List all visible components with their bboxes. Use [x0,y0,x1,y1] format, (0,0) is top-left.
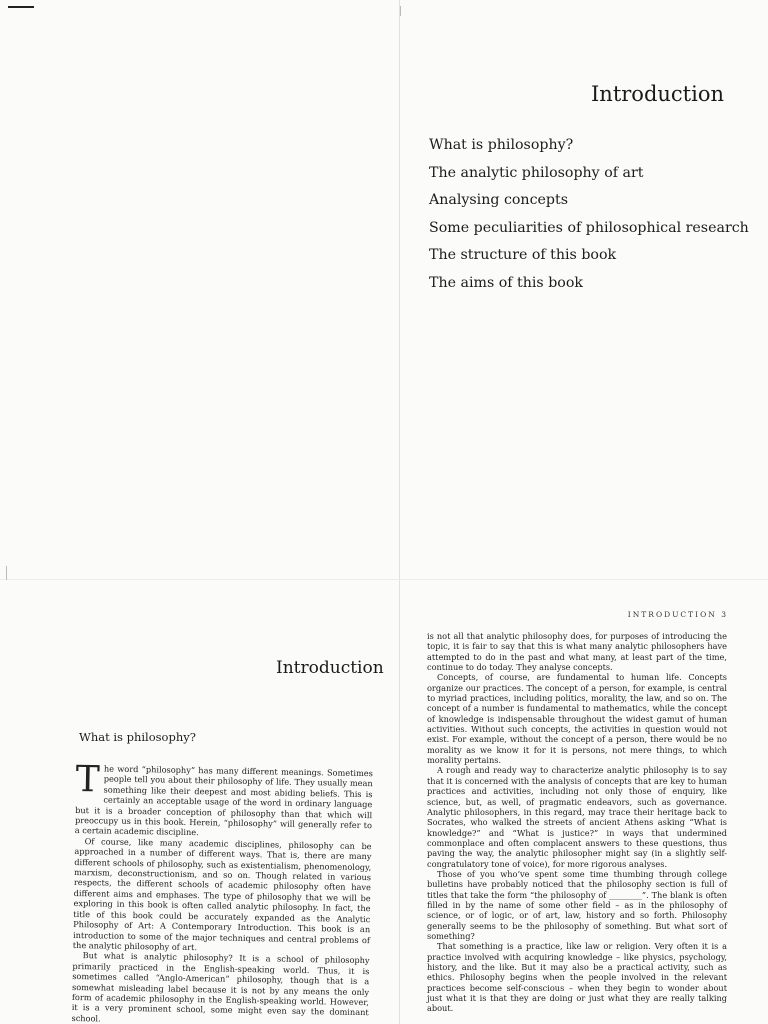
drop-cap: T [75,759,101,801]
spread-divider [0,579,768,580]
toc-item: Analysing concepts [429,192,568,208]
body-text-column [71,759,373,1024]
body-text-column [427,631,727,1014]
crop-mark [400,6,401,16]
chapter-heading: Introduction [276,658,384,678]
page-introduction-start [0,580,400,1024]
paragraph: Of course, like many academic disciplines, philosophy can be approached in a number of different ways. That is, there are many different schools of philosophy, such as existentialism, phenomenology, marxism, deconstructionism, and so on. Though related in various respects, the different schools of academic philosophy often have different aims and emphases. The type of philosophy that we will be exploring in this book is often called analytic philosophy. In fact, the title of this book could be accurately expanded as the Analytic Philosophy of Art: A Contemporary Introduction. This book is an introduction to some of the major techniques and central problems of the analytic philosophy of art. [72,836,372,953]
toc-item: The analytic philosophy of art [429,164,644,181]
paragraph [74,759,373,841]
paragraph: But what is analytic philosophy? It is a school of philosophy primarily practiced in the English-speaking world. Thus, it is sometimes called “Anglo-American” philosophy, though that is a somewhat misleading label because it is not by any means the only form of academic philosophy in the English-speaking world. However, it is a very prominent school, some might even say the dominant school. [71,950,370,1024]
chapter-title: Introduction [591,82,724,106]
toc-item: What is philosophy? [429,137,574,153]
toc-item: Some peculiarities of philosophical research [429,219,749,236]
blank-page-top-left [0,0,400,580]
paragraph: Concepts, of course, are fundamental to human life. Concepts organize our practices. The concept of a person, for example, is central to myriad practices, including politics, morality, the law, and so on. The concept of a number is fundamental to mathematics, while the concept of knowledge is indispensable throughout the widest gamut of human activities. Without such concepts, the activities in question would not exist. For example, without the concept of a person, there would be no morality as we know it for it is persons, not mere things, to which morality pertains. [427,672,727,766]
paragraph: That something is a practice, like law or religion. Very often it is a practice involved with acquiring knowledge – like physics, psychology, history, and the like. But it may also be a practical activity, such as ethics. Philosophy begins when the people involved in the relevant practices become self-conscious – when they begin to wonder about just what it is that they are doing or just what they are really talking about. [427,941,727,1014]
book-gutter [399,0,400,1024]
toc-item: The structure of this book [429,247,617,263]
paragraph: Those of you who’ve spent some time thumbing through college bulletins have probably noticed that the philosophy section is full of titles that take the form “the philosophy of ________”. The blank is often filled in by the name of some other field – as in the philosophy of science, or of logic, or of art, law, history and so forth. Philosophy generally seems to be the philosophy of something. But what sort of something? [427,868,727,941]
page-chapter-contents [400,0,768,580]
chapter-contents-list [429,132,749,297]
section-heading: What is philosophy? [79,730,196,744]
page-introduction-continued [400,580,768,1024]
paragraph-text: he word “philosophy” has many different meanings. Sometimes people tell you about their philosophy of life. They usually mean something like their deepest and most abiding beliefs. This is certainly an acceptable usage of the word in ordinary language but it is a broader conception of philosophy than that which will preoccupy us in this book. Herein, “philosophy” will generally refer to a certain academic discipline. [74,763,373,838]
toc-item: The aims of this book [429,274,583,291]
paragraph: A rough and ready way to characterize analytic philosophy is to say that it is concerned with the analysis of concepts that are key to human practices and activities, including not only those of enquiry, like science, but, as well, of pragmatic endeavors, such as governance. Analytic philosophers, in this regard, may trace their heritage back to Socrates, who walked the streets of ancient Athens asking “What is knowledge?” and “What is justice?” in ways that undermined commonplace and often complacent answers to these questions, thus paving the way, the analytic philosopher might say (in a slightly self-congratulatory tone of voice), for more rigorous analyses. [427,765,727,869]
running-head: INTRODUCTION 3 [627,610,728,619]
crop-mark [8,6,34,8]
paragraph: is not all that analytic philosophy does, for purposes of introducing the topic, it is fair to say that this is what many analytic philosophers have attempted to do in the past and what many, at least part of the time, continue to do today. They analyse concepts. [427,631,727,673]
crop-mark [6,566,7,580]
